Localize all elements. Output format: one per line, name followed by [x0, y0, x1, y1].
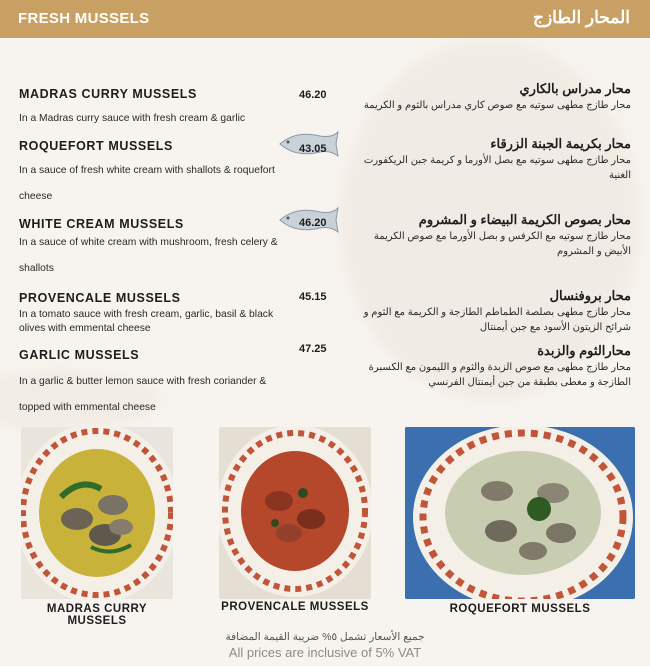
item-name-ar: محار مدراس بالكاري [519, 81, 631, 96]
item-description-ar: محار طازج سوتيه مع الكرفس و بصل الأورما مع صوص الكريمة الأبيض و المشروم [373, 231, 631, 257]
item-name-ar: محارالثوم والزبدة [537, 343, 631, 358]
item-price: 45.15 [299, 291, 327, 303]
item-name-en: GARLIC MUSSELS [19, 348, 140, 362]
item-name-en: MADRAS CURRY MUSSELS [19, 87, 197, 101]
item-name-ar: محار بروفنسال [549, 288, 631, 303]
plate-image [219, 427, 371, 599]
item-description-en: In a garlic & butter lemon sauce with fresh coriander & topped with emmental cheese [19, 376, 267, 413]
photo-caption: ROQUEFORT MUSSELS [449, 603, 591, 615]
item-description-ar: محار طازج مطهى مع صوص الزبدة والثوم و الليمون مع الكسبرة الطازجة و مغطى بطبقة من جبن أيمنتال الفرنسي [368, 362, 631, 388]
vat-note-en: All prices are inclusive of 5% VAT [228, 645, 422, 660]
item-name-ar: محار بصوص الكريمة البيضاء و المشروم [418, 212, 631, 227]
item-description-en: In a Madras curry sauce with fresh cream & garlic [19, 113, 246, 124]
item-name-en: PROVENCALE MUSSELS [19, 291, 181, 305]
plate-image [405, 427, 635, 599]
photo-caption: PROVENCALE MUSSELS [221, 601, 369, 613]
item-name-en: ROQUEFORT MUSSELS [19, 139, 173, 153]
section-header [0, 0, 650, 38]
item-description-en: In a sauce of fresh white cream with shallots & roquefort cheese [19, 165, 275, 202]
item-price: 46.20 [299, 89, 327, 101]
item-description-en: In a tomato sauce with fresh cream, garlic, basil & black olives with emmental cheese [19, 309, 274, 334]
item-price: 47.25 [299, 343, 327, 355]
item-price: 43.05 [299, 143, 327, 155]
dish-photo-provencale [219, 427, 371, 599]
photo-caption: MADRAS CURRY MUSSELS [46, 603, 148, 627]
item-price: 46.20 [299, 217, 327, 229]
item-description-ar: محار طازج مطهى بصلصة الطماطم الطازجة و الكريمة مع الثوم و شرائح الزيتون الأسود مع جبن أيمنتال [363, 307, 631, 333]
section-title-ar: المحار الطازج [532, 8, 630, 27]
plate-image [21, 427, 173, 599]
section-title-en: FRESH MUSSELS [18, 10, 150, 27]
item-name-ar: محار بكريمة الجبنة الزرقاء [490, 136, 631, 151]
item-description-ar: محار طازج مطهى سوتيه مع صوص كاري مدراس بالثوم و الكريمة [363, 100, 631, 111]
item-description-en: In a sauce of white cream with mushroom, fresh celery & shallots [19, 237, 278, 274]
dish-photo-roquefort [405, 427, 635, 599]
vat-note-ar: جميع الأسعار تشمل ٥% ضريبة القيمة المضافة [225, 631, 425, 643]
item-description-ar: محار طازج مطهى سوتيه مع بصل الأورما و كريمة جبن الريكفورت الغنية [363, 155, 631, 181]
item-name-en: WHITE CREAM MUSSELS [19, 217, 184, 231]
dish-photo-madras [21, 427, 173, 599]
